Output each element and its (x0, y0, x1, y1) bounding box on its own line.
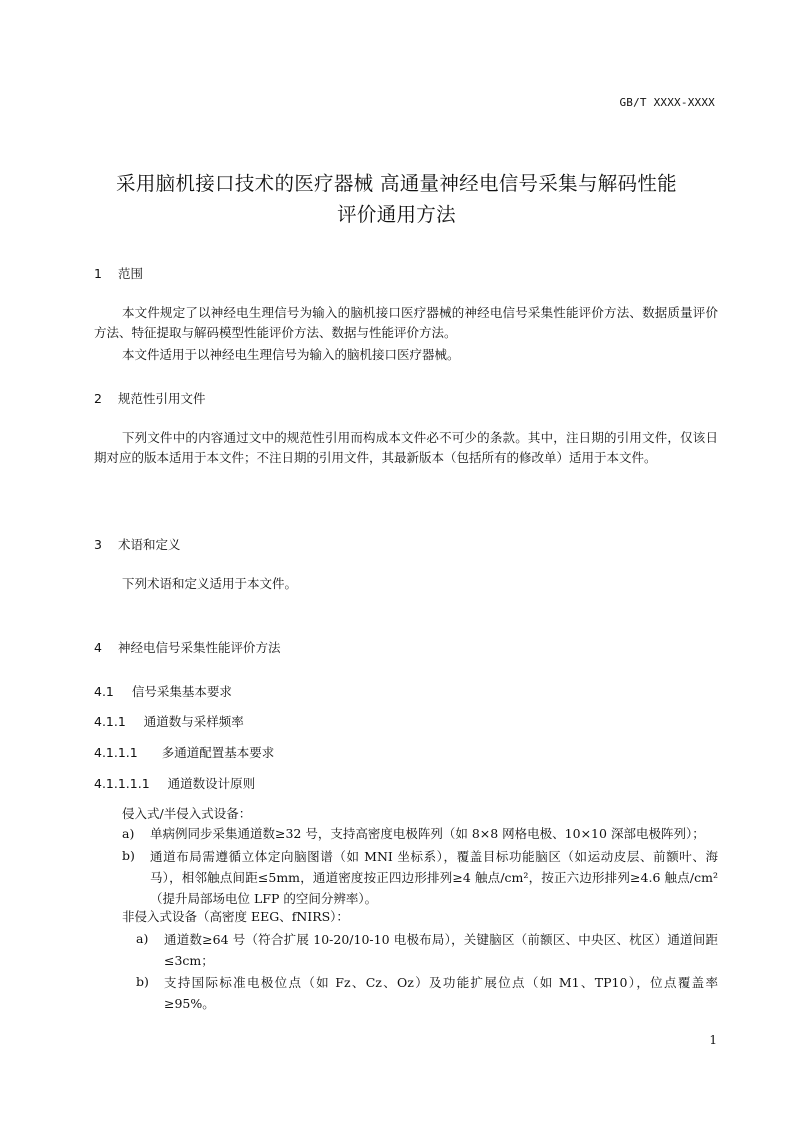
section-2-heading (94, 389, 205, 407)
section-4-1-1-heading (94, 712, 244, 730)
noninvasive-intro: 非侵入式设备（高密度 EEG、fNIRS）： (122, 909, 349, 924)
section-number: 4.1.1 (94, 714, 126, 729)
section-title: 神经电信号采集性能评价方法 (117, 640, 281, 655)
document-title (80, 168, 713, 230)
list-marker: a) (122, 826, 135, 841)
title-line-1: 采用脑机接口技术的医疗器械 高通量神经电信号采集与解码性能 (116, 172, 677, 195)
section-number: 2 (94, 391, 102, 406)
section-title: 术语和定义 (117, 537, 181, 552)
section-number: 4 (94, 640, 102, 655)
section-number: 3 (94, 537, 102, 552)
section-3-heading (94, 535, 180, 553)
list-item-text: 通道数≥64 号（符合扩展 10-20/10-10 电极布局），关键脑区（前额区、中央区、枕区）通道间距≤3cm； (164, 932, 718, 968)
list-item-text: 单病例同步采集通道数≥32 号，支持高密度电极阵列（如 8×8 网格电极、10×10 深部电极阵列）； (150, 826, 705, 841)
section-title: 范围 (117, 266, 143, 281)
list-marker: b) (136, 974, 149, 989)
section-number: 4.1.1.1.1 (94, 776, 150, 791)
title-line-2: 评价通用方法 (337, 203, 456, 226)
section-2-paragraph-1: 下列文件中的内容通过文中的规范性引用而构成本文件必不可少的条款。其中，注日期的引用文件，仅该日期对应的版本适用于本文件；不注日期的引用文件，其最新版本（包括所有的修改单）适用于本文件。 (94, 430, 718, 465)
page-number: 1 (709, 1033, 717, 1047)
section-4-heading (94, 638, 280, 656)
section-1-paragraph-1: 本文件规定了以神经电生理信号为输入的脑机接口医疗器械的神经电信号采集性能评价方法、数据质量评价方法、特征提取与解码模型性能评价方法、数据与性能评价方法。 (94, 305, 718, 340)
section-1-paragraph-2: 本文件适用于以神经电生理信号为输入的脑机接口医疗器械。 (122, 347, 460, 362)
section-number: 1 (94, 266, 102, 281)
list-marker: b) (122, 848, 135, 863)
section-title: 信号采集基本要求 (131, 684, 232, 699)
section-number: 4.1.1.1 (94, 745, 138, 760)
section-4-1-1-1-1-heading (94, 774, 255, 792)
section-title: 通道数与采样频率 (143, 714, 244, 729)
section-title: 多通道配置基本要求 (161, 745, 275, 760)
section-4-1-1-1-heading (94, 743, 274, 761)
standard-number: GB/T XXXX-XXXX (619, 96, 715, 109)
list-item-text: 支持国际标准电极位点（如 Fz、Cz、Oz）及功能扩展位点（如 M1、TP10），位点覆盖率≥95%。 (164, 975, 718, 1011)
section-title: 规范性引用文件 (117, 391, 206, 406)
section-title: 通道数设计原则 (167, 776, 256, 791)
section-1-heading (94, 264, 143, 282)
invasive-intro: 侵入式/半侵入式设备： (122, 806, 252, 821)
section-number: 4.1 (94, 684, 114, 699)
list-marker: a) (136, 931, 149, 946)
list-item-text: 通道布局需遵循立体定向脑图谱（如 MNI 坐标系），覆盖目标功能脑区（如运动皮层、前额叶、海马），相邻触点间距≤5mm，通道密度按正四边形排列≥4 触点/cm²，按正六边形排列≥4.6 触点/cm²（提升局部场电位 LFP 的空间分辨率）。 (150, 849, 718, 906)
section-4-1-heading (94, 682, 232, 700)
section-3-paragraph-1: 下列术语和定义适用于本文件。 (122, 576, 298, 591)
